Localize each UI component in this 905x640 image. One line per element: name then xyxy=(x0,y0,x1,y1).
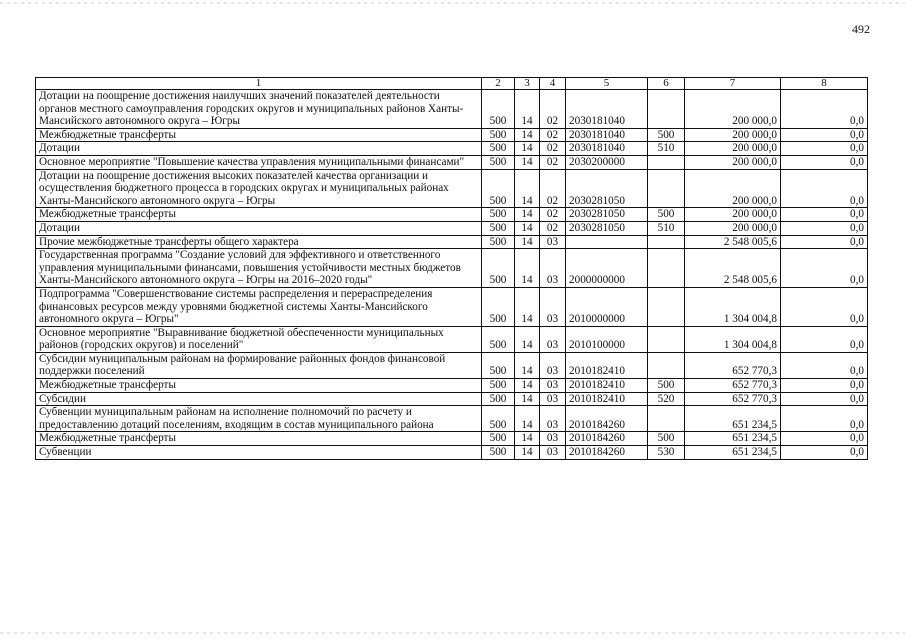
col-header-subsection: 4 xyxy=(540,78,566,90)
budget-table xyxy=(35,77,868,460)
target-code-cell xyxy=(566,235,648,249)
admin-code-cell: 500 xyxy=(482,169,515,208)
row-name-cell: Подпрограмма "Совершенствование системы распределения и перераспределения финансовых ресурсов между уровнями бюджетной системы Ханты-Мансийского автономного округа – Югры" xyxy=(36,287,482,326)
expense-type-cell: 500 xyxy=(648,128,685,142)
table-row xyxy=(36,128,868,142)
amount-cell: 200 000,0 xyxy=(685,208,781,222)
target-code-cell: 2010000000 xyxy=(566,287,648,326)
expense-type-cell xyxy=(648,169,685,208)
section-code-cell: 14 xyxy=(515,352,540,378)
section-code-cell: 14 xyxy=(515,169,540,208)
table-row xyxy=(36,379,868,393)
section-code-cell: 14 xyxy=(515,326,540,352)
row-name-cell: Межбюджетные трансферты xyxy=(36,208,482,222)
admin-code-cell: 500 xyxy=(482,235,515,249)
subsection-code-cell: 03 xyxy=(540,446,566,460)
amount2-cell: 0,0 xyxy=(781,406,868,432)
col-header-amount: 7 xyxy=(685,78,781,90)
scan-artifact-top xyxy=(0,2,905,4)
table-row xyxy=(36,221,868,235)
amount2-cell: 0,0 xyxy=(781,326,868,352)
col-header-admin: 2 xyxy=(482,78,515,90)
amount-cell: 652 770,3 xyxy=(685,379,781,393)
section-code-cell: 14 xyxy=(515,379,540,393)
subsection-code-cell: 02 xyxy=(540,155,566,169)
amount2-cell: 0,0 xyxy=(781,128,868,142)
target-code-cell: 2000000000 xyxy=(566,249,648,288)
scan-artifact-bottom xyxy=(0,632,905,634)
target-code-cell: 2030181040 xyxy=(566,142,648,156)
amount-cell: 1 304 004,8 xyxy=(685,287,781,326)
col-header-target: 5 xyxy=(566,78,648,90)
table-row xyxy=(36,90,868,129)
table-row xyxy=(36,446,868,460)
section-code-cell: 14 xyxy=(515,287,540,326)
col-header-expense: 6 xyxy=(648,78,685,90)
admin-code-cell: 500 xyxy=(482,446,515,460)
expense-type-cell xyxy=(648,90,685,129)
admin-code-cell: 500 xyxy=(482,208,515,222)
row-name-cell: Дотации xyxy=(36,221,482,235)
subsection-code-cell: 03 xyxy=(540,287,566,326)
admin-code-cell: 500 xyxy=(482,221,515,235)
amount-cell: 651 234,5 xyxy=(685,432,781,446)
expense-type-cell: 500 xyxy=(648,208,685,222)
section-code-cell: 14 xyxy=(515,221,540,235)
table-row xyxy=(36,208,868,222)
amount-cell: 200 000,0 xyxy=(685,90,781,129)
table-row xyxy=(36,406,868,432)
subsection-code-cell: 03 xyxy=(540,352,566,378)
target-code-cell: 2030281050 xyxy=(566,221,648,235)
amount-cell: 651 234,5 xyxy=(685,446,781,460)
row-name-cell: Субвенции муниципальным районам на исполнение полномочий по расчету и предоставлению дотаций поселениям, входящим в состав муниципального района xyxy=(36,406,482,432)
expense-type-cell: 510 xyxy=(648,142,685,156)
col-header-amount2: 8 xyxy=(781,78,868,90)
expense-type-cell: 500 xyxy=(648,379,685,393)
amount2-cell: 0,0 xyxy=(781,235,868,249)
admin-code-cell: 500 xyxy=(482,287,515,326)
amount-cell: 2 548 005,6 xyxy=(685,249,781,288)
expense-type-cell: 500 xyxy=(648,432,685,446)
table-row xyxy=(36,287,868,326)
section-code-cell: 14 xyxy=(515,208,540,222)
admin-code-cell: 500 xyxy=(482,352,515,378)
expense-type-cell: 520 xyxy=(648,392,685,406)
target-code-cell: 2010182410 xyxy=(566,392,648,406)
row-name-cell: Дотации xyxy=(36,142,482,156)
amount-cell: 1 304 004,8 xyxy=(685,326,781,352)
target-code-cell: 2030181040 xyxy=(566,90,648,129)
target-code-cell: 2030200000 xyxy=(566,155,648,169)
target-code-cell: 2010100000 xyxy=(566,326,648,352)
amount2-cell: 0,0 xyxy=(781,379,868,393)
amount2-cell: 0,0 xyxy=(781,90,868,129)
row-name-cell: Дотации на поощрение достижения наилучших значений показателей деятельности органов местного самоуправления городских округов и муниципальных районов Ханты-Мансийского автономного округа – Югры xyxy=(36,90,482,129)
amount2-cell: 0,0 xyxy=(781,142,868,156)
target-code-cell: 2010184260 xyxy=(566,406,648,432)
target-code-cell: 2030281050 xyxy=(566,169,648,208)
target-code-cell: 2010182410 xyxy=(566,379,648,393)
amount2-cell: 0,0 xyxy=(781,287,868,326)
subsection-code-cell: 03 xyxy=(540,392,566,406)
admin-code-cell: 500 xyxy=(482,379,515,393)
target-code-cell: 2030281050 xyxy=(566,208,648,222)
subsection-code-cell: 03 xyxy=(540,249,566,288)
col-header-name: 1 xyxy=(36,78,482,90)
admin-code-cell: 500 xyxy=(482,128,515,142)
expense-type-cell xyxy=(648,287,685,326)
subsection-code-cell: 02 xyxy=(540,208,566,222)
section-code-cell: 14 xyxy=(515,90,540,129)
admin-code-cell: 500 xyxy=(482,249,515,288)
target-code-cell: 2010184260 xyxy=(566,432,648,446)
subsection-code-cell: 03 xyxy=(540,406,566,432)
amount2-cell: 0,0 xyxy=(781,352,868,378)
row-name-cell: Государственная программа "Создание условий для эффективного и ответственного управления муниципальными финансами, повышения устойчивости местных бюджетов Ханты-Мансийского автономного округа – Югры на 2016–2020 годы" xyxy=(36,249,482,288)
amount2-cell: 0,0 xyxy=(781,249,868,288)
expense-type-cell xyxy=(648,249,685,288)
target-code-cell: 2010184260 xyxy=(566,446,648,460)
col-header-section: 3 xyxy=(515,78,540,90)
section-code-cell: 14 xyxy=(515,432,540,446)
section-code-cell: 14 xyxy=(515,392,540,406)
row-name-cell: Основное мероприятие "Повышение качества управления муниципальными финансами" xyxy=(36,155,482,169)
amount-cell: 652 770,3 xyxy=(685,392,781,406)
section-code-cell: 14 xyxy=(515,128,540,142)
subsection-code-cell: 02 xyxy=(540,142,566,156)
subsection-code-cell: 03 xyxy=(540,326,566,352)
subsection-code-cell: 03 xyxy=(540,235,566,249)
table-row xyxy=(36,392,868,406)
section-code-cell: 14 xyxy=(515,406,540,432)
row-name-cell: Межбюджетные трансферты xyxy=(36,432,482,446)
row-name-cell: Субвенции xyxy=(36,446,482,460)
section-code-cell: 14 xyxy=(515,446,540,460)
subsection-code-cell: 02 xyxy=(540,128,566,142)
table-row xyxy=(36,235,868,249)
subsection-code-cell: 03 xyxy=(540,432,566,446)
row-name-cell: Межбюджетные трансферты xyxy=(36,128,482,142)
admin-code-cell: 500 xyxy=(482,326,515,352)
table-row xyxy=(36,352,868,378)
table-row xyxy=(36,249,868,288)
expense-type-cell: 530 xyxy=(648,446,685,460)
admin-code-cell: 500 xyxy=(482,142,515,156)
table-body xyxy=(36,90,868,460)
table-row xyxy=(36,142,868,156)
expense-type-cell xyxy=(648,352,685,378)
section-code-cell: 14 xyxy=(515,235,540,249)
amount2-cell: 0,0 xyxy=(781,155,868,169)
expense-type-cell xyxy=(648,326,685,352)
header-row xyxy=(36,78,868,90)
amount-cell: 200 000,0 xyxy=(685,155,781,169)
table-row xyxy=(36,326,868,352)
section-code-cell: 14 xyxy=(515,155,540,169)
admin-code-cell: 500 xyxy=(482,392,515,406)
amount-cell: 200 000,0 xyxy=(685,221,781,235)
section-code-cell: 14 xyxy=(515,142,540,156)
target-code-cell: 2030181040 xyxy=(566,128,648,142)
row-name-cell: Основное мероприятие "Выравнивание бюджетной обеспеченности муниципальных районов (городских округов) и поселений" xyxy=(36,326,482,352)
admin-code-cell: 500 xyxy=(482,432,515,446)
expense-type-cell xyxy=(648,235,685,249)
amount-cell: 200 000,0 xyxy=(685,169,781,208)
table-row xyxy=(36,155,868,169)
table-row xyxy=(36,432,868,446)
amount2-cell: 0,0 xyxy=(781,432,868,446)
amount-cell: 652 770,3 xyxy=(685,352,781,378)
admin-code-cell: 500 xyxy=(482,155,515,169)
row-name-cell: Субсидии xyxy=(36,392,482,406)
row-name-cell: Межбюджетные трансферты xyxy=(36,379,482,393)
amount2-cell: 0,0 xyxy=(781,208,868,222)
row-name-cell: Прочие межбюджетные трансферты общего характера xyxy=(36,235,482,249)
subsection-code-cell: 02 xyxy=(540,169,566,208)
subsection-code-cell: 02 xyxy=(540,221,566,235)
amount-cell: 2 548 005,6 xyxy=(685,235,781,249)
subsection-code-cell: 03 xyxy=(540,379,566,393)
section-code-cell: 14 xyxy=(515,249,540,288)
amount2-cell: 0,0 xyxy=(781,446,868,460)
amount2-cell: 0,0 xyxy=(781,169,868,208)
expense-type-cell xyxy=(648,406,685,432)
expense-type-cell: 510 xyxy=(648,221,685,235)
subsection-code-cell: 02 xyxy=(540,90,566,129)
amount-cell: 651 234,5 xyxy=(685,406,781,432)
amount2-cell: 0,0 xyxy=(781,221,868,235)
row-name-cell: Субсидии муниципальным районам на формирование районных фондов финансовой поддержки поселений xyxy=(36,352,482,378)
row-name-cell: Дотации на поощрение достижения высоких показателей качества организации и осуществления бюджетного процесса в городских округах и муниципальных районах Ханты-Мансийского автономного округа – Югры xyxy=(36,169,482,208)
admin-code-cell: 500 xyxy=(482,406,515,432)
amount2-cell: 0,0 xyxy=(781,392,868,406)
amount-cell: 200 000,0 xyxy=(685,142,781,156)
amount-cell: 200 000,0 xyxy=(685,128,781,142)
expense-type-cell xyxy=(648,155,685,169)
table-row xyxy=(36,169,868,208)
target-code-cell: 2010182410 xyxy=(566,352,648,378)
page-number: 492 xyxy=(852,22,870,36)
admin-code-cell: 500 xyxy=(482,90,515,129)
